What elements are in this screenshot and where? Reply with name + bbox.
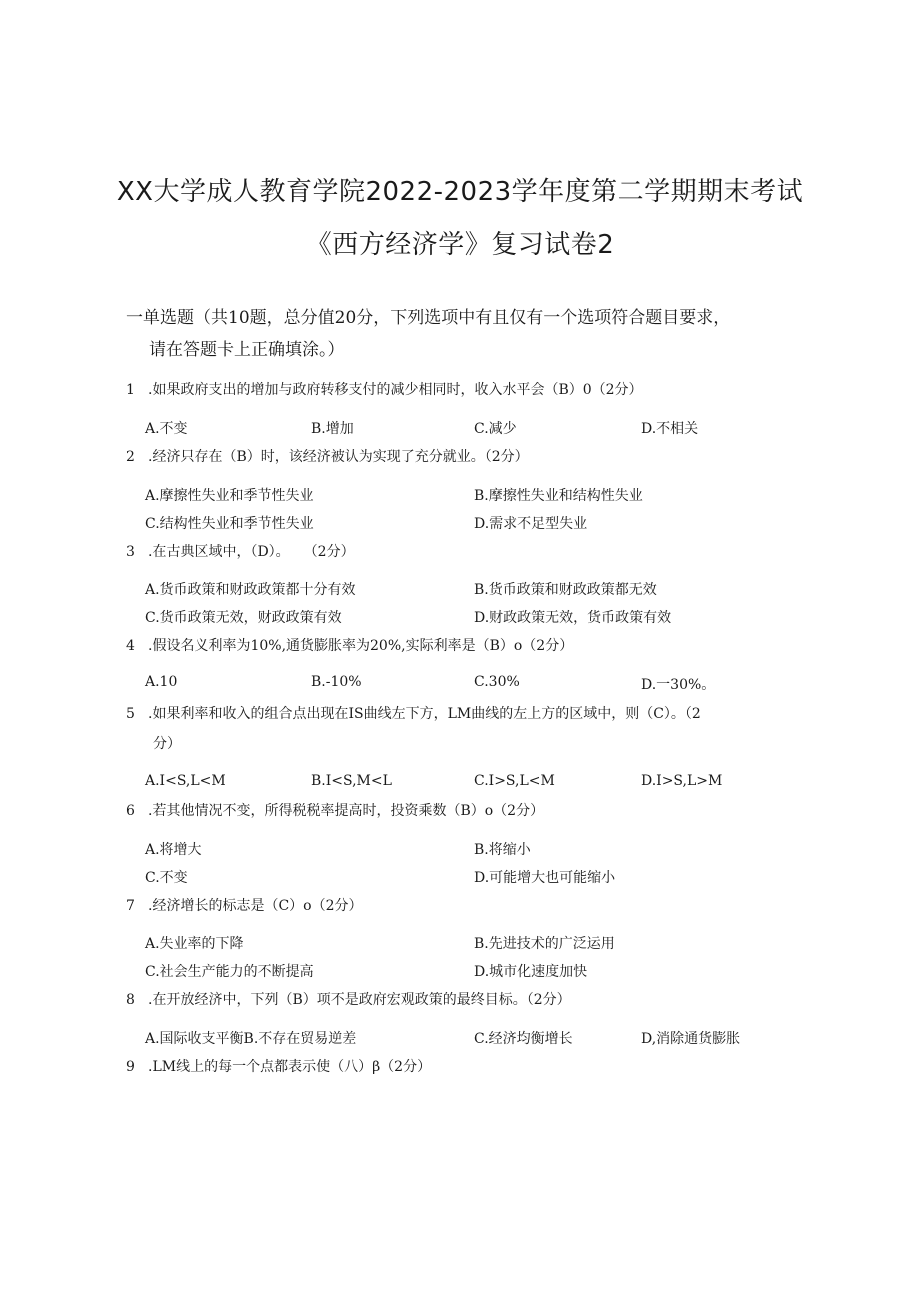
option-b: B.货币政策和财政政策都无效 <box>474 582 657 598</box>
section-heading-line2: 请在答题卡上正确填涂。） <box>149 340 345 360</box>
question-4 <box>126 635 573 655</box>
option-d: D.不相关 <box>641 421 699 437</box>
option-d: D,消除通货膨胀 <box>641 1031 741 1047</box>
option-a: A.摩擦性失业和季节性失业 <box>145 488 314 504</box>
exam-title: XX大学成人教育学院2022-2023学年度第二学期期末考试 <box>116 177 804 207</box>
section-heading <box>126 302 796 366</box>
question-6 <box>126 800 544 820</box>
option-d: D.需求不足型失业 <box>474 516 588 532</box>
question-text: .LM线上的每一个点都表示使（八）β（2分） <box>148 1059 432 1075</box>
question-number: 6 <box>126 803 135 819</box>
exam-subtitle: 《西方经济学》复习试卷2 <box>305 230 615 260</box>
option-d: D.一30%。 <box>641 677 716 693</box>
question-number: 7 <box>126 898 135 914</box>
option-a: A.货币政策和财政政策都十分有效 <box>145 582 356 598</box>
question-number: 2 <box>126 449 135 465</box>
option-c: C.I>S,L<M <box>474 773 555 789</box>
option-c: C.不变 <box>145 870 188 886</box>
option-c: C.减少 <box>474 421 517 437</box>
option-c: C.货币政策无效，财政政策有效 <box>145 610 342 626</box>
option-d: D.城市化速度加快 <box>474 964 588 980</box>
option-d: D.I>S,L>M <box>641 773 723 789</box>
option-d: D.财政政策无效，货币政策有效 <box>474 610 672 626</box>
question-number: 8 <box>126 992 135 1008</box>
question-8 <box>126 989 571 1009</box>
question-7 <box>126 895 363 915</box>
option-a: A.将增大 <box>145 842 202 858</box>
question-5-continued: 分） <box>153 736 181 752</box>
question-text: .如果利率和收入的组合点出现在IS曲线左下方，LM曲线的左上方的区域中，则（C）。（2 <box>148 706 701 722</box>
question-number: 4 <box>126 638 135 654</box>
section-heading-line1: 一单选题（共10题，总分值20分，下列选项中有且仅有一个选项符合题目要求， <box>126 308 731 328</box>
question-text: .若其他情况不变，所得税税率提高时，投资乘数（B）o（2分） <box>148 803 545 819</box>
option-ab: A.国际收支平衡B.不存在贸易逆差 <box>145 1031 357 1047</box>
question-text: .经济增长的标志是（C）o（2分） <box>148 898 363 914</box>
question-3 <box>126 541 355 561</box>
question-number: 1 <box>126 382 135 398</box>
question-9 <box>126 1056 431 1076</box>
question-text: .在古典区域中，（D）。 （2分） <box>148 544 355 560</box>
question-text: .假设名义利率为10%,通货膨胀率为20%,实际利率是（B）o（2分） <box>148 638 574 654</box>
option-b: B.增加 <box>311 421 354 437</box>
option-b: B.I<S,M<L <box>311 773 392 789</box>
option-a: A.不变 <box>145 421 188 437</box>
question-2 <box>126 446 529 466</box>
question-number: 9 <box>126 1059 135 1075</box>
option-c: C.社会生产能力的不断提高 <box>145 964 314 980</box>
option-c: C.结构性失业和季节性失业 <box>145 516 314 532</box>
option-c: C.经济均衡增长 <box>474 1031 573 1047</box>
option-a: A.10 <box>145 674 178 690</box>
option-b: B.先进技术的广泛运用 <box>474 936 615 952</box>
option-d: D.可能增大也可能缩小 <box>474 870 616 886</box>
option-b: B.将缩小 <box>474 842 531 858</box>
option-a: A.失业率的下降 <box>145 936 244 952</box>
option-c: C.30% <box>474 674 520 690</box>
option-b: B.摩擦性失业和结构性失业 <box>474 488 643 504</box>
question-number: 5 <box>126 706 135 722</box>
question-text: .在开放经济中，下列（B）项不是政府宏观政策的最终目标。（2分） <box>148 992 571 1008</box>
question-text: .经济只存在（B）时，该经济被认为实现了充分就业。（2分） <box>148 449 529 465</box>
option-b: B.-10% <box>311 674 362 690</box>
question-number: 3 <box>126 544 135 560</box>
option-a: A.I<S,L<M <box>145 773 226 789</box>
question-1 <box>126 379 643 399</box>
question-text: .如果政府支出的增加与政府转移支付的减少相同时，收入水平会（B）0（2分） <box>148 382 643 398</box>
question-5 <box>126 703 701 723</box>
